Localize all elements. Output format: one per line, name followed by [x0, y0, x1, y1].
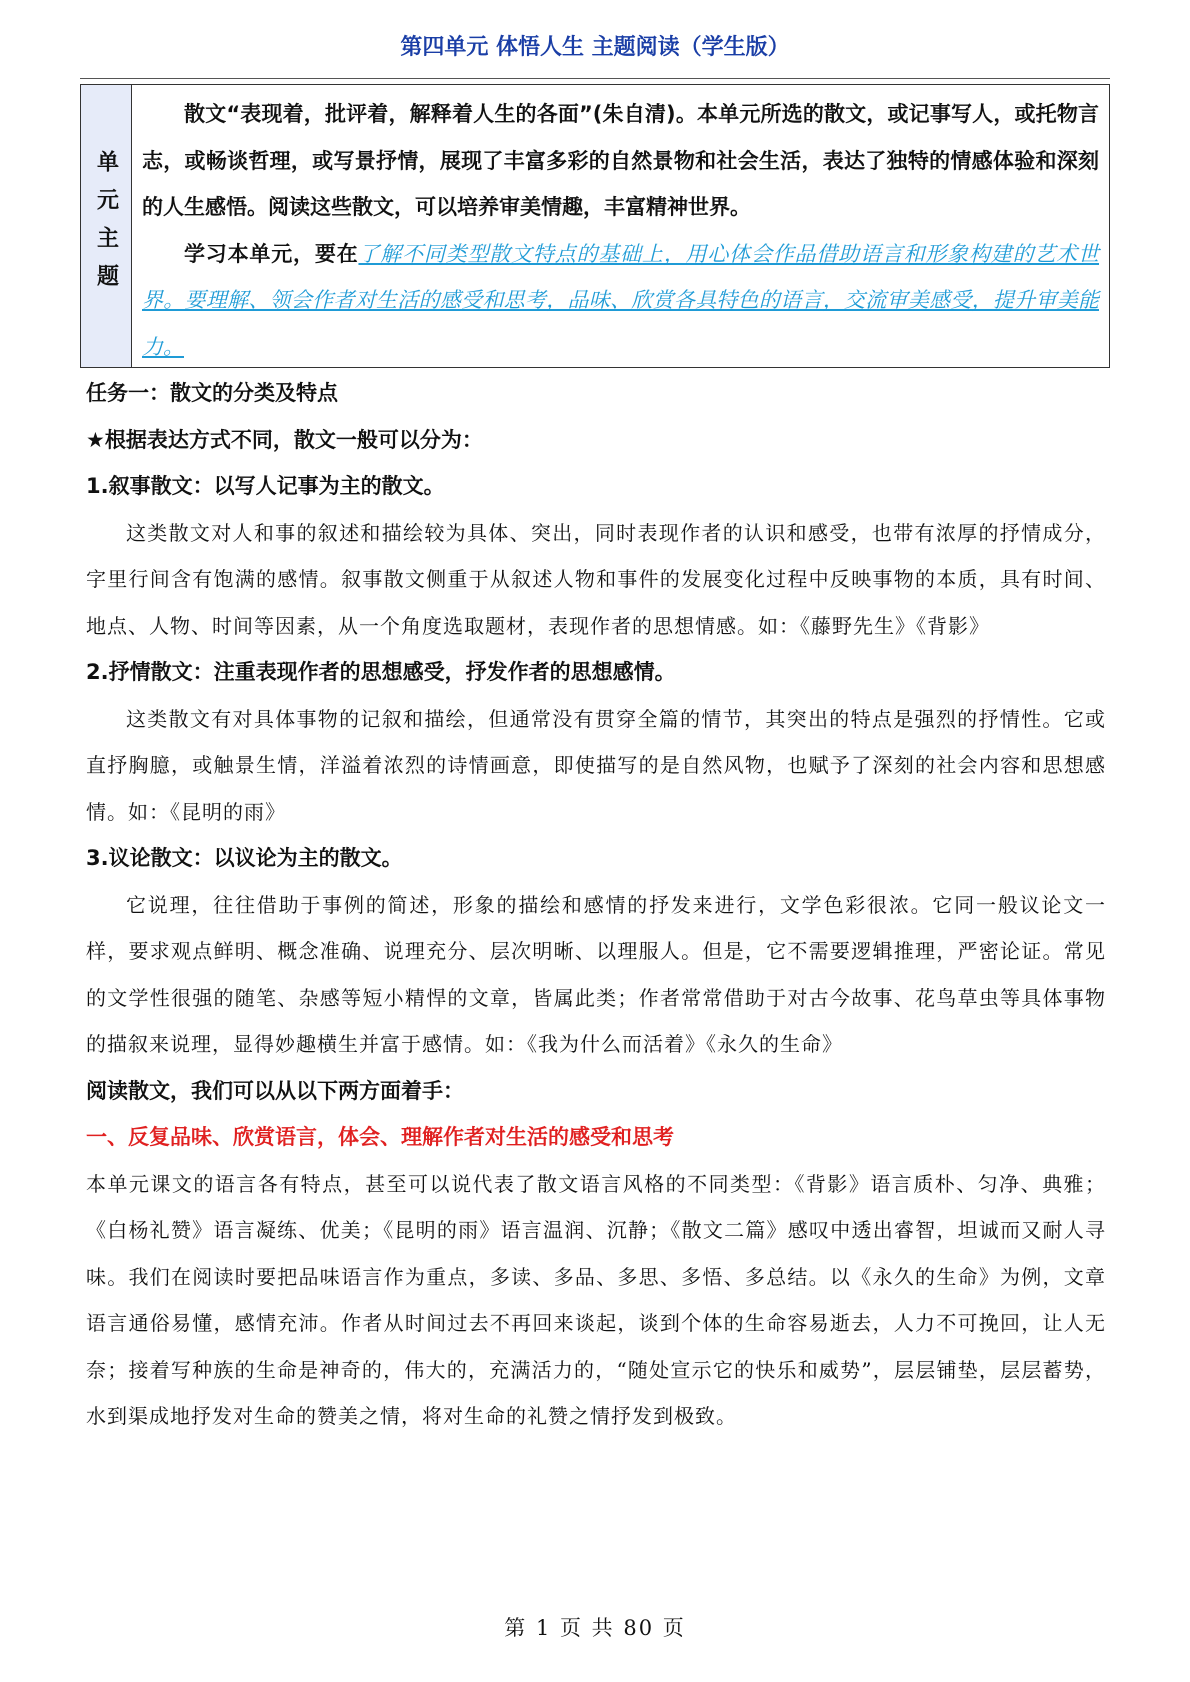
unit-theme-para1: 散文“表现着，批评着，解释着人生的各面”(朱自清)。本单元所选的散文，或记事写人，或托物言志，或畅谈哲理，或写景抒情，展现了丰富多彩的自然景物和社会生活，表达了独特的情感体验和深刻的人生感悟。阅读这些散文，可以培养审美情趣，丰富精神世界。 — [142, 102, 1099, 219]
unit-theme-box — [80, 84, 1110, 368]
task1-intro: ★根据表达方式不同，散文一般可以分为： — [86, 427, 483, 452]
type2-body: 这类散文有对具体事物的记叙和描绘，但通常没有贯穿全篇的情节，其突出的特点是强烈的抒情性。它或直抒胸臆，或触景生情，洋溢着浓烈的诗情画意，即使描写的是自然风物，也赋予了深刻的社会内容和思想感情。如：《昆明的雨》 — [86, 706, 1106, 824]
type2-title: 2.抒情散文：注重表现作者的思想感受，抒发作者的思想感情。 — [86, 660, 676, 684]
section1-body: 本单元课文的语言各有特点，甚至可以说代表了散文语言风格的不同类型：《背影》语言质朴、匀净、典雅；《白杨礼赞》语言凝练、优美；《昆明的雨》语言温润、沉静；《散文二篇》感叹中透出睿智，坦诚而又耐人寻味。我们在阅读时要把品味语言作为重点，多读、多品、多思、多悟、多总结。以《永久的生命》为例，文章语言通俗易懂，感情充沛。作者从时间过去不再回来谈起，谈到个体的生命容易逝去，人力不可挽回，让人无奈；接着写种族的生命是神奇的，伟大的，充满活力的，“随处宣示它的快乐和威势”，层层铺垫，层层蓄势，水到渠成地抒发对生命的赞美之情，将对生命的礼赞之情抒发到极致。 — [86, 1171, 1106, 1428]
task1-title: 任务一：散文的分类及特点 — [86, 381, 338, 405]
section1-title: 一、反复品味、欣赏语言，体会、理解作者对生活的感受和思考 — [86, 1125, 674, 1149]
type3-body: 它说理，往往借助于事例的简述，形象的描绘和感情的抒发来进行，文学色彩很浓。它同一般议论文一样，要求观点鲜明、概念准确、说理充分、层次明晰、以理服人。但是，它不需要逻辑推理，严密论证。常见的文学性很强的随笔、杂感等短小精悍的文章，皆属此类；作者常常借助于对古今故事、花鸟草虫等具体事物的描叙来说理，显得妙趣横生并富于感情。如：《我为什么而活着》《永久的生命》 — [86, 892, 1106, 1056]
type3-title: 3.议论散文：以议论为主的散文。 — [86, 846, 403, 870]
reading-intro: 阅读散文，我们可以从以下两方面着手： — [86, 1078, 464, 1103]
unit-theme-para2 — [142, 231, 1099, 371]
unit-theme-body — [132, 85, 1109, 367]
type1-body: 这类散文对人和事的叙述和描绘较为具体、突出，同时表现作者的认识和感受，也带有浓厚的抒情成分，字里行间含有饱满的感情。叙事散文侧重于从叙述人物和事件的发展变化过程中反映事物的本质，具有时间、地点、人物、时间等因素，从一个角度选取题材，表现作者的思想情感。如：《藤野先生》《背影》 — [86, 520, 1106, 638]
page-header-title: 第四单元 体悟人生 主题阅读（学生版） — [400, 35, 790, 60]
unit-theme-label: 单元主题 — [81, 85, 132, 367]
main-content — [86, 370, 1106, 1440]
unit-theme-para2-prefix: 学习本单元，要在 — [184, 241, 359, 266]
unit-theme-highlight: 了解不同类型散文特点的基础上，用心体会作品借助语言和形象构建的艺术世界。要理解、领会作者对生活的感受和思考，品味、欣赏各具特色的语言，交流审美感受，提升审美能力。 — [142, 241, 1100, 359]
header-divider — [80, 78, 1110, 79]
type1-title: 1.叙事散文：以写人记事为主的散文。 — [86, 474, 445, 498]
page-footer: 第 1 页 共 80 页 — [504, 1616, 686, 1640]
